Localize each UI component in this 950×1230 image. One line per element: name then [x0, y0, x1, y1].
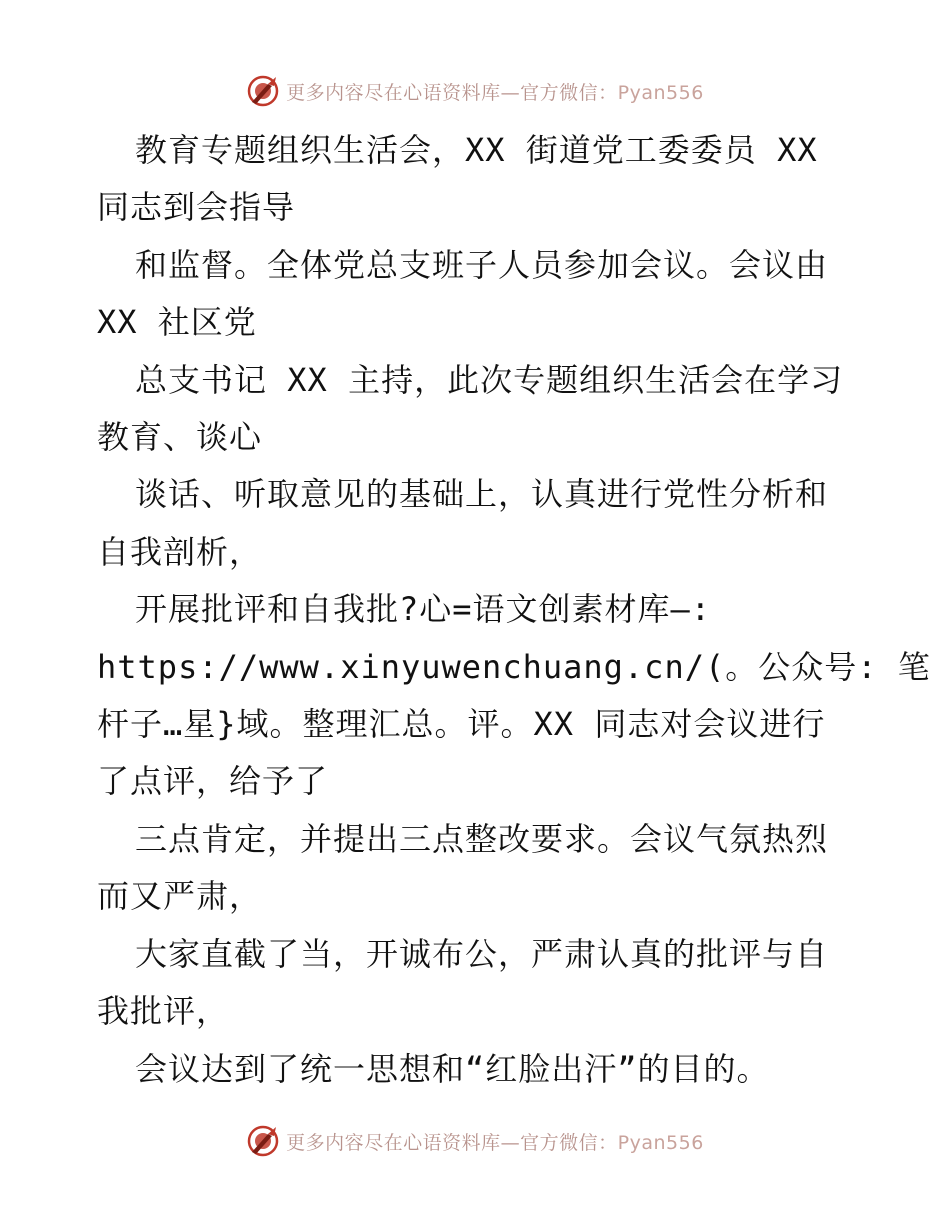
text-line: XX 社区党: [97, 303, 257, 342]
text-line: 总支书记 XX 主持，此次专题组织生活会在学习: [135, 360, 844, 399]
text-line: 三点肯定，并提出三点整改要求。会议气氛热烈: [135, 819, 829, 858]
wechat-id: Pyan556: [617, 1131, 704, 1154]
quill-logo-icon: [246, 74, 280, 108]
text-line: 同志到会指导: [97, 188, 296, 227]
watermark-text: 更多内容尽在心语资料库—官方微信：Pyan556: [286, 81, 704, 104]
header-watermark: [0, 71, 950, 111]
text-line: 而又严肃，: [97, 877, 263, 916]
text-line: 开展批评和自我批?心=语文创素材库—:: [135, 590, 712, 629]
wechat-id: Pyan556: [617, 81, 704, 104]
quill-logo-icon: [246, 1124, 280, 1158]
text-line: 教育专题组织生活会，XX 街道党工委委员 XX: [135, 131, 818, 169]
url-line: https://www.xinyuwenchuang.cn/(。公众号: 笔: [97, 647, 931, 686]
text-line: 大家直截了当，开诚布公，严肃认真的批评与自: [135, 934, 829, 973]
text-line: 谈话、听取意见的基础上，认真进行党性分析和: [135, 475, 829, 514]
text-line: 和监督。全体党总支班子人员参加会议。会议由: [135, 245, 829, 284]
text-line: 会议达到了统一思想和“红脸出汗”的目的。: [135, 1049, 770, 1088]
text-line: 自我剖析，: [97, 532, 263, 571]
watermark-text: 更多内容尽在心语资料库—官方微信：Pyan556: [286, 1131, 704, 1154]
text-line: 了点评，给予了: [97, 762, 329, 801]
text-line: 杆子…星}域。整理汇总。评。XX 同志对会议进行: [97, 705, 826, 744]
text-line: 我批评，: [97, 992, 230, 1031]
footer-watermark: [0, 1121, 950, 1161]
body-text: [97, 122, 931, 1098]
text-line: 教育、谈心: [97, 418, 263, 457]
